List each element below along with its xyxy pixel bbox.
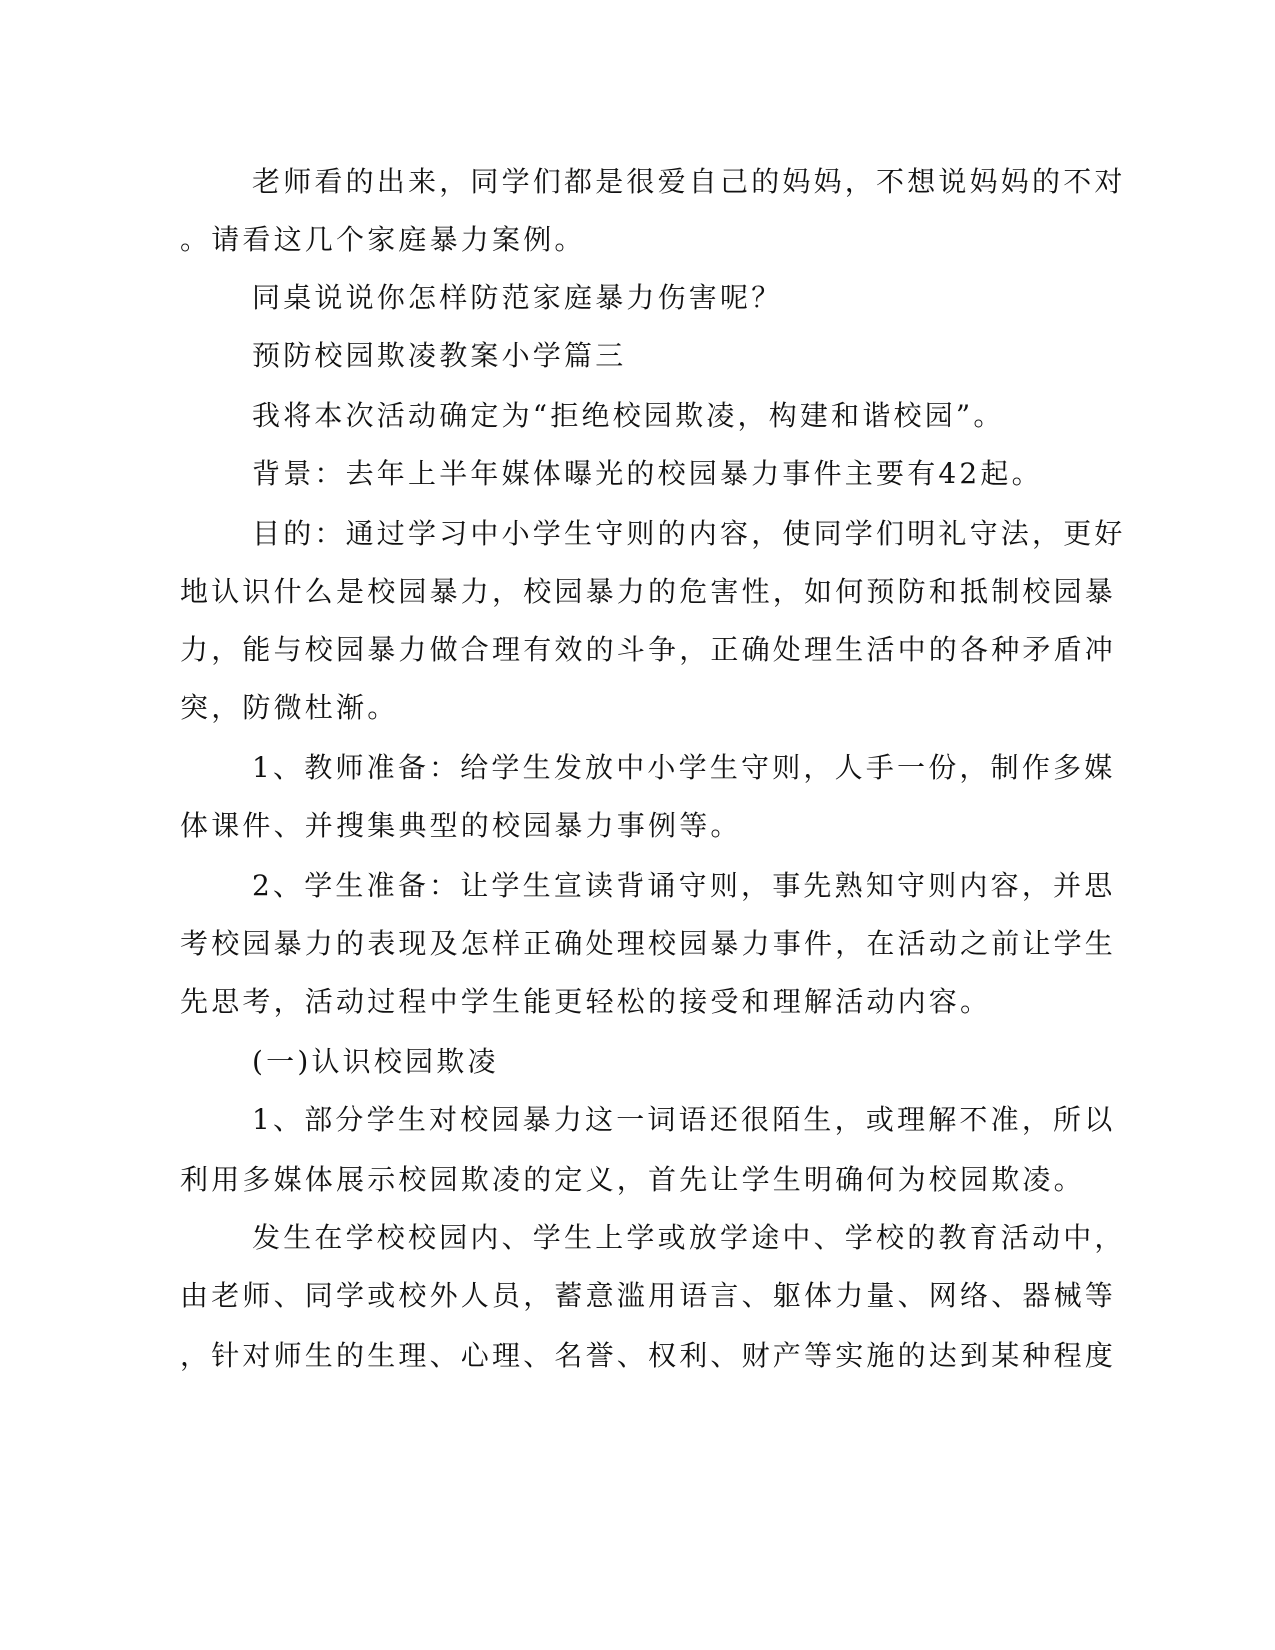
text-line: 背景：去年上半年媒体曝光的校园暴力事件主要有42起。 <box>252 457 1043 490</box>
text-line: 同桌说说你怎样防范家庭暴力伤害呢？ <box>252 281 783 314</box>
text-line: 发生在学校校园内、学生上学或放学途中、学校的教育活动中， <box>252 1221 1126 1254</box>
text-line: 1、部分学生对校园暴力这一词语还很陌生，或理解不准，所以 <box>252 1103 1116 1136</box>
text-line: 地认识什么是校园暴力，校园暴力的危害性，如何预防和抵制校园暴 <box>180 575 1117 608</box>
text-line: 目的：通过学习中小学生守则的内容，使同学们明礼守法，更好 <box>252 517 1126 550</box>
text-line: 力，能与校园暴力做合理有效的斗争，正确处理生活中的各种矛盾冲 <box>180 633 1117 666</box>
text-line: 1、教师准备：给学生发放中小学生守则，人手一份，制作多媒 <box>252 751 1116 784</box>
text-line: 老师看的出来，同学们都是很爱自己的妈妈，不想说妈妈的不对 <box>252 165 1126 198</box>
section-heading: 预防校园欺凌教案小学篇三 <box>252 339 627 372</box>
subsection-heading: (一)认识校园欺凌 <box>252 1045 499 1078</box>
text-line: 由老师、同学或校外人员，蓄意滥用语言、躯体力量、网络、器械等 <box>180 1279 1117 1312</box>
text-line: 先思考，活动过程中学生能更轻松的接受和理解活动内容。 <box>180 985 992 1018</box>
text-line: 2、学生准备：让学生宣读背诵守则，事先熟知守则内容，并思 <box>252 869 1116 902</box>
text-line: ，针对师生的生理、心理、名誉、权利、财产等实施的达到某种程度 <box>180 1339 1117 1372</box>
text-line: 利用多媒体展示校园欺凌的定义，首先让学生明确何为校园欺凌。 <box>180 1163 1085 1196</box>
text-line: 突，防微杜渐。 <box>180 691 399 724</box>
text-line: 考校园暴力的表现及怎样正确处理校园暴力事件，在活动之前让学生 <box>180 927 1117 960</box>
text-line: 体课件、并搜集典型的校园暴力事例等。 <box>180 809 742 842</box>
text-line: 我将本次活动确定为“拒绝校园欺凌，构建和谐校园”。 <box>252 399 1005 432</box>
text-line: 。请看这几个家庭暴力案例。 <box>180 223 586 256</box>
